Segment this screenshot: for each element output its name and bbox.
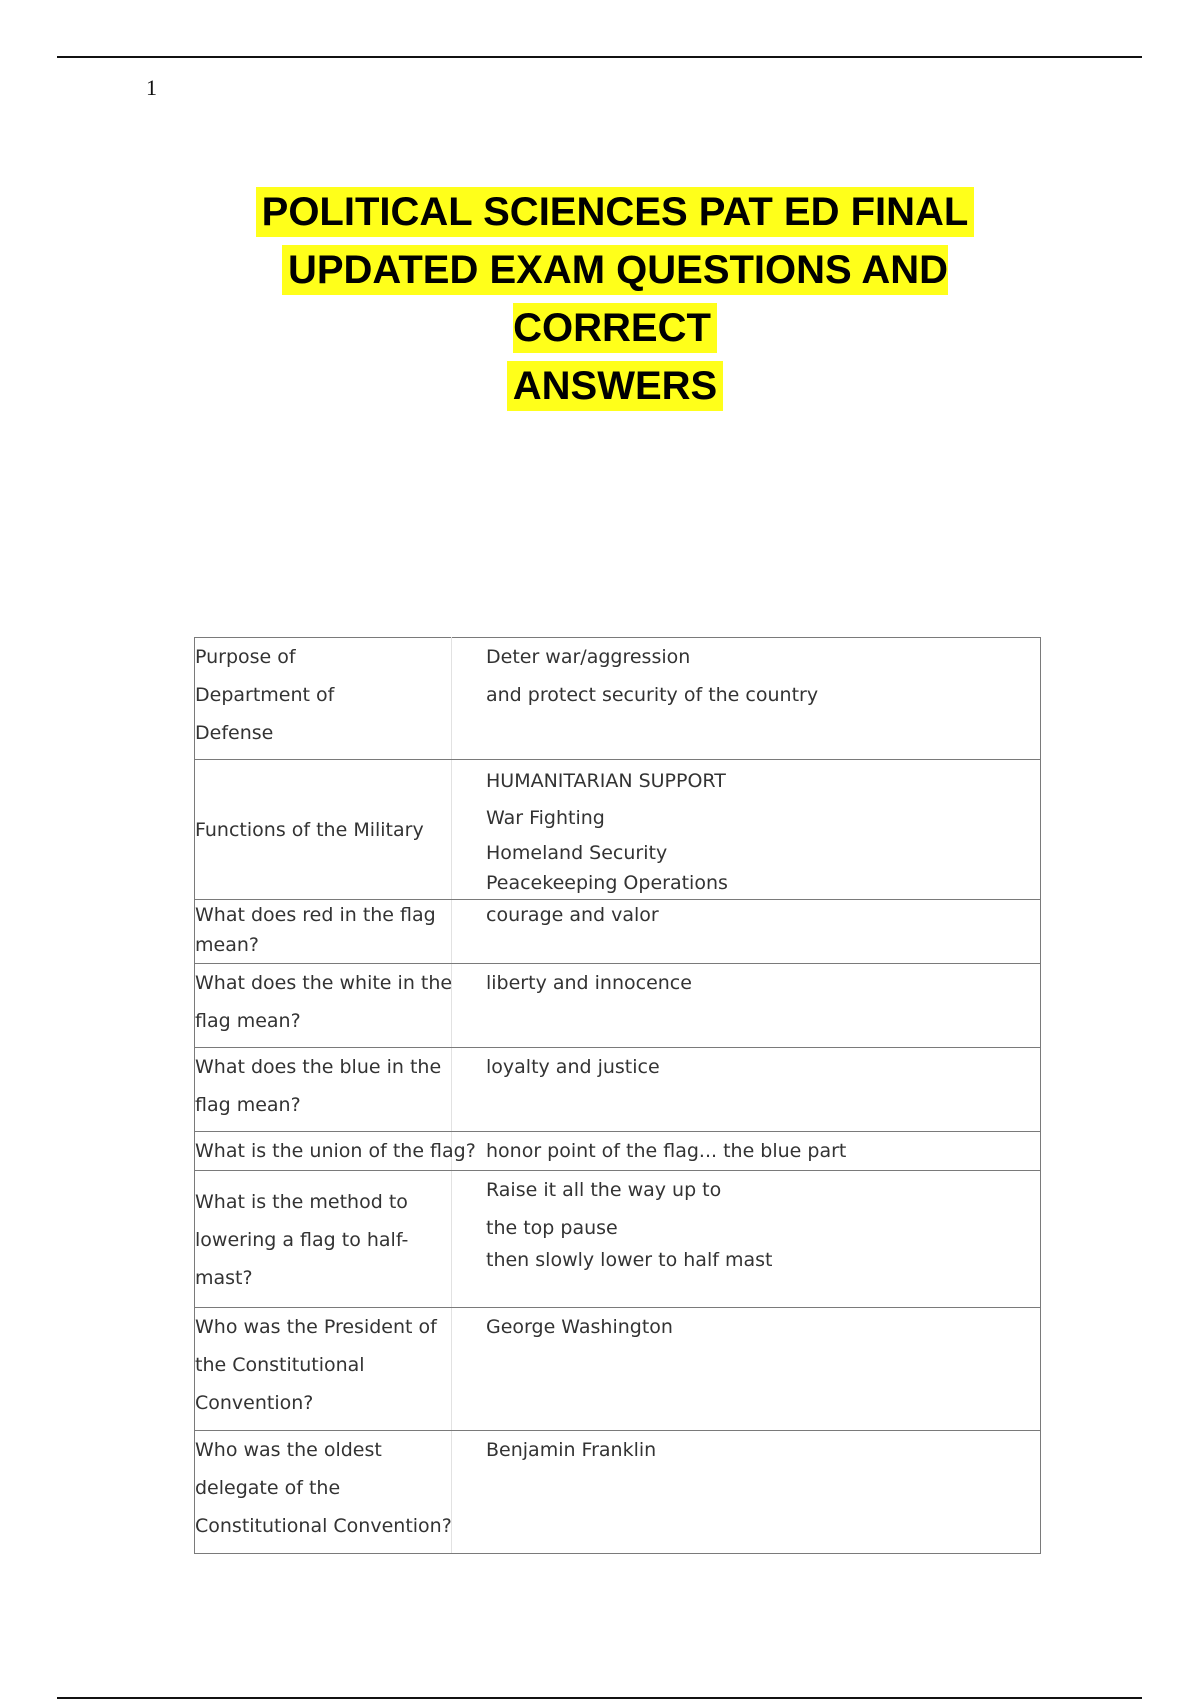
title-line-3: ANSWERS [507, 361, 723, 411]
answer-text: Benjamin Franklin [486, 1439, 657, 1461]
answer-text: then slowly lower to half mast [486, 1249, 773, 1271]
table-row [195, 1048, 1041, 1132]
answer-cell [452, 1132, 1041, 1171]
question-text: flag mean? [195, 1094, 301, 1116]
question-cell [195, 1171, 452, 1308]
answer-text: liberty and innocence [486, 972, 692, 994]
table-row [195, 1308, 1041, 1431]
table-row [195, 900, 1041, 964]
answer-cell [452, 964, 1041, 1048]
footer-rule [57, 1697, 1142, 1699]
table-row [195, 1431, 1041, 1554]
answer-text: George Washington [486, 1316, 673, 1338]
question-cell [195, 638, 452, 760]
question-text: What is the union of the flag? [195, 1140, 476, 1162]
table-row [195, 638, 1041, 760]
question-cell [195, 964, 452, 1048]
question-text: lowering a flag to half- [195, 1229, 409, 1251]
answer-text: War Fighting [486, 807, 605, 829]
answer-cell [452, 1171, 1041, 1308]
answer-text: and protect security of the country [486, 684, 819, 706]
answer-cell [452, 760, 1041, 900]
answer-text: Homeland Security [486, 842, 668, 864]
answer-text: courage and valor [486, 904, 659, 926]
question-text: What does the white in the [195, 972, 453, 994]
title-line-2: UPDATED EXAM QUESTIONS AND CORRECT [282, 245, 948, 353]
question-text: Who was the oldest [195, 1439, 382, 1461]
question-text: delegate of the [195, 1477, 341, 1499]
question-cell [195, 760, 452, 900]
qa-table [194, 637, 1041, 1554]
answer-text: honor point of the flag... the blue part [486, 1140, 847, 1162]
header-rule [57, 56, 1142, 58]
question-cell [195, 1132, 476, 1171]
table-row [195, 964, 1041, 1048]
question-text: Who was the President of [195, 1316, 437, 1338]
question-text: Functions of the Military [195, 818, 424, 841]
document-title [180, 183, 1050, 415]
question-text: Department of [195, 684, 335, 706]
answer-cell [452, 1308, 1041, 1431]
answer-cell [452, 638, 1041, 760]
question-text: What is the method to [195, 1191, 408, 1213]
answer-text: HUMANITARIAN SUPPORT [486, 770, 726, 792]
table-row [195, 1132, 1041, 1171]
answer-text: Peacekeeping Operations [486, 872, 728, 894]
question-text: Convention? [195, 1392, 314, 1414]
question-text: What does red in the flag [195, 904, 436, 926]
answer-text: the top pause [486, 1217, 618, 1239]
table-row [195, 760, 1041, 900]
answer-cell [452, 1048, 1041, 1132]
answer-text: loyalty and justice [486, 1056, 660, 1078]
answer-text: Deter war/aggression [486, 646, 691, 668]
answer-text: Raise it all the way up to [486, 1179, 722, 1201]
question-text: What does the blue in the [195, 1056, 442, 1078]
table-row [195, 1171, 1041, 1308]
page-number: 1 [146, 75, 157, 100]
answer-cell [452, 900, 1041, 964]
question-cell [195, 1048, 452, 1132]
question-text: the Constitutional [195, 1354, 365, 1376]
question-text: Constitutional Convention? [195, 1515, 452, 1537]
question-text: Purpose of [195, 646, 296, 668]
question-cell [195, 1431, 452, 1554]
answer-cell [452, 1431, 1041, 1554]
question-text: Defense [195, 722, 274, 744]
title-line-1: POLITICAL SCIENCES PAT ED FINAL [256, 187, 975, 237]
question-text: mean? [195, 934, 259, 956]
question-cell [195, 1308, 452, 1431]
question-text: mast? [195, 1267, 253, 1289]
question-text: flag mean? [195, 1010, 301, 1032]
question-cell [195, 900, 452, 964]
